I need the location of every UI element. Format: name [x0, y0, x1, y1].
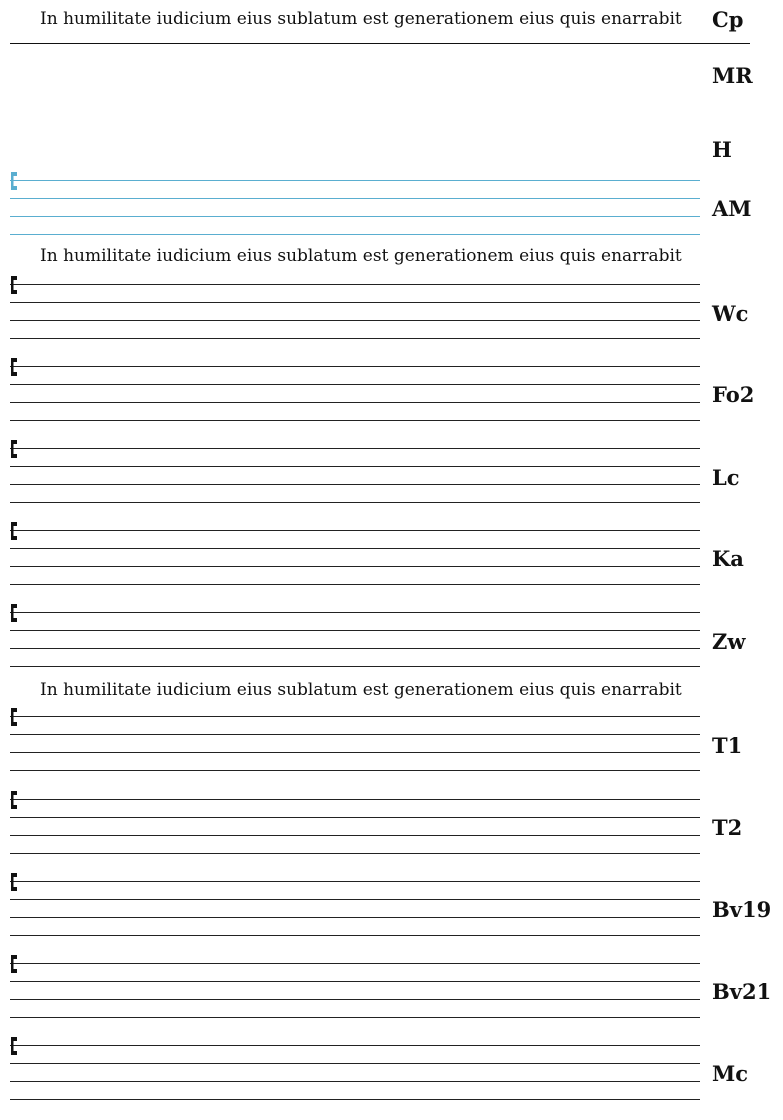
siglum-t1: T1: [712, 733, 743, 758]
siglum-mc: Mc: [712, 1061, 749, 1086]
staff-am: [10, 180, 700, 236]
staff-ka: [10, 530, 700, 586]
siglum-mr: MR: [712, 63, 753, 88]
staff-bv21: [10, 963, 700, 1019]
siglum-bv19: Bv19: [712, 897, 772, 922]
lyric-line: In humilitate iudicium eius sublatum est generationem eius quis enarrabit: [40, 246, 682, 266]
c-clef-icon: [9, 790, 19, 810]
c-clef-icon: [9, 171, 19, 191]
staff-wc: [10, 284, 700, 340]
staff-bv19: [10, 881, 700, 937]
siglum-h: H: [712, 137, 732, 162]
c-clef-icon: [9, 707, 19, 727]
staff-mc: [10, 1045, 700, 1101]
staff-t2: [10, 799, 700, 855]
c-clef-icon: [9, 275, 19, 295]
siglum-zw: Zw: [712, 629, 746, 654]
staff-lc: [10, 448, 700, 504]
staff-zw: [10, 612, 700, 668]
c-clef-icon: [9, 357, 19, 377]
siglum-am: AM: [712, 196, 752, 221]
siglum-bv21: Bv21: [712, 979, 772, 1004]
siglum-t2: T2: [712, 815, 743, 840]
c-clef-icon: [9, 603, 19, 623]
c-clef-icon: [9, 872, 19, 892]
siglum-ka: Ka: [712, 546, 744, 571]
lyric-line: In humilitate iudicium eius sublatum est generationem eius quis enarrabit: [40, 9, 682, 29]
lyric-line: In humilitate iudicium eius sublatum est generationem eius quis enarrabit: [40, 680, 682, 700]
c-clef-icon: [9, 439, 19, 459]
siglum-wc: Wc: [712, 301, 749, 326]
siglum-lc: Lc: [712, 465, 740, 490]
c-clef-icon: [9, 1036, 19, 1056]
staff-t1: [10, 716, 700, 772]
staff-fo2: [10, 366, 700, 422]
c-clef-icon: [9, 521, 19, 541]
c-clef-icon: [9, 954, 19, 974]
siglum-fo2: Fo2: [712, 382, 755, 407]
header-rule: [10, 43, 750, 44]
siglum-cp: Cp: [712, 7, 744, 32]
